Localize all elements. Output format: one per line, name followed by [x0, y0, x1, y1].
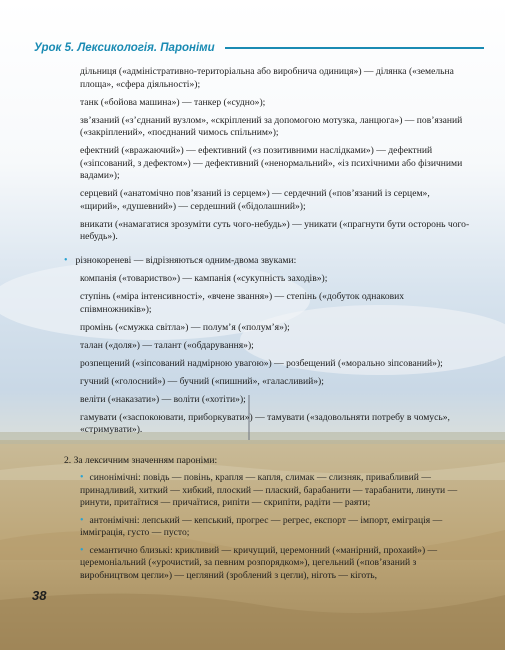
lesson-title: Урок 5. Лексикологія. Пароніми	[34, 42, 215, 54]
paragraph: дільниця («адміністративно-територіальна або виробнича одиниця») — ділянка («земельна площа», «сфера діяльності»);	[80, 66, 454, 90]
list-item	[80, 545, 475, 583]
paronym-list-1	[80, 66, 470, 249]
list-item-text: семантично близькі: крикливий — кричущий, церемонний («манірний, прохаий») — церемоніальний («урочистий, за певним розпорядком»), цегельний («пов’язаний з виробництвом цегли») — цегляний (зроблений з цегли), ніготь — кіготь,	[80, 544, 438, 581]
paragraph: промінь («смужка світла») — полум’я («полум’я»);	[80, 321, 290, 333]
paragraph: ступінь («міра інтенсивності», «вчене звання») — степінь («добуток однакових співмножників»);	[80, 291, 405, 315]
paragraph: серцевий («анатомічно пов’язаний із серцем») — сердечний («пов’язаний із серцем», «щирий», «душевний») — сердешний («бідолашний»);	[80, 188, 430, 212]
paragraph: зв’язаний («з’єднаний вузлом», «скріплений за допомогою мотузка, ланцюга») — пов’язаний («закріплений», «поєднаний чимось спільним»);	[80, 114, 463, 138]
bullet-icon: •	[64, 255, 68, 266]
bullet-icon: •	[80, 544, 84, 556]
list-item-text: синонімічні: повідь — повінь, крапля — капля, слимак — слизняк, привабливий — принадливий, хиткий — хибкий, плоский — плаский, барабанити — тарабанити, линути — ринути, притаїтися — причаїтися, рипіти — скрипіти, радіти — раяти;	[80, 472, 458, 508]
header-rule	[225, 47, 484, 49]
paragraph: вникати («намагатися зрозуміти суть чого-небудь») — уникати («прагнути бути осторонь чого-небудь»).	[80, 218, 470, 242]
bullet-icon: •	[80, 514, 84, 526]
page-number: 38	[32, 588, 47, 603]
bullet-icon: •	[80, 472, 84, 483]
list-item-text: антонімічні: лепський — кепський, прогрес — регрес, експорт — імпорт, еміграція — імміграція, густо — пусто;	[80, 514, 443, 538]
paronym-list-3	[80, 472, 475, 587]
paragraph: гучний («голосний») — бучний («пишний», «галасливий»);	[80, 375, 324, 387]
bullet-text: різнокореневі — відрізняються одним-двома звуками:	[75, 255, 297, 266]
list-item	[80, 515, 475, 540]
bullet-item-raznokoreni	[64, 255, 484, 268]
lesson-header	[34, 40, 484, 56]
paragraph: компанія («товариство») — кампанія («сукупність заходів»);	[80, 273, 328, 284]
list-item	[80, 472, 475, 510]
paragraph: танк («бойова машина») — танкер («судно»);	[80, 96, 266, 108]
paronym-list-2	[80, 273, 470, 442]
paragraph: ефектний («вражаючий») — ефективний («з позитивними наслідками») — дефектний («зіпсований, з дефектом») — дефективний («ненормальний», «із психічними або фізичними вадами»);	[80, 145, 463, 181]
paragraph: гамувати («заспокоювати, приборкувати») — тамувати («задовольняти потребу в чомусь», «стримувати»).	[80, 411, 450, 435]
paragraph: талан («доля») — талант («обдарування»);	[80, 339, 254, 351]
paragraph: розпещений («зіпсований надмірною увагою») — розбещений («морально зіпсований»);	[80, 357, 443, 369]
section-2-heading: 2. За лексичним значенням пароніми:	[64, 455, 218, 466]
paragraph: веліти («наказати») — воліти («хотіти»);	[80, 393, 246, 405]
